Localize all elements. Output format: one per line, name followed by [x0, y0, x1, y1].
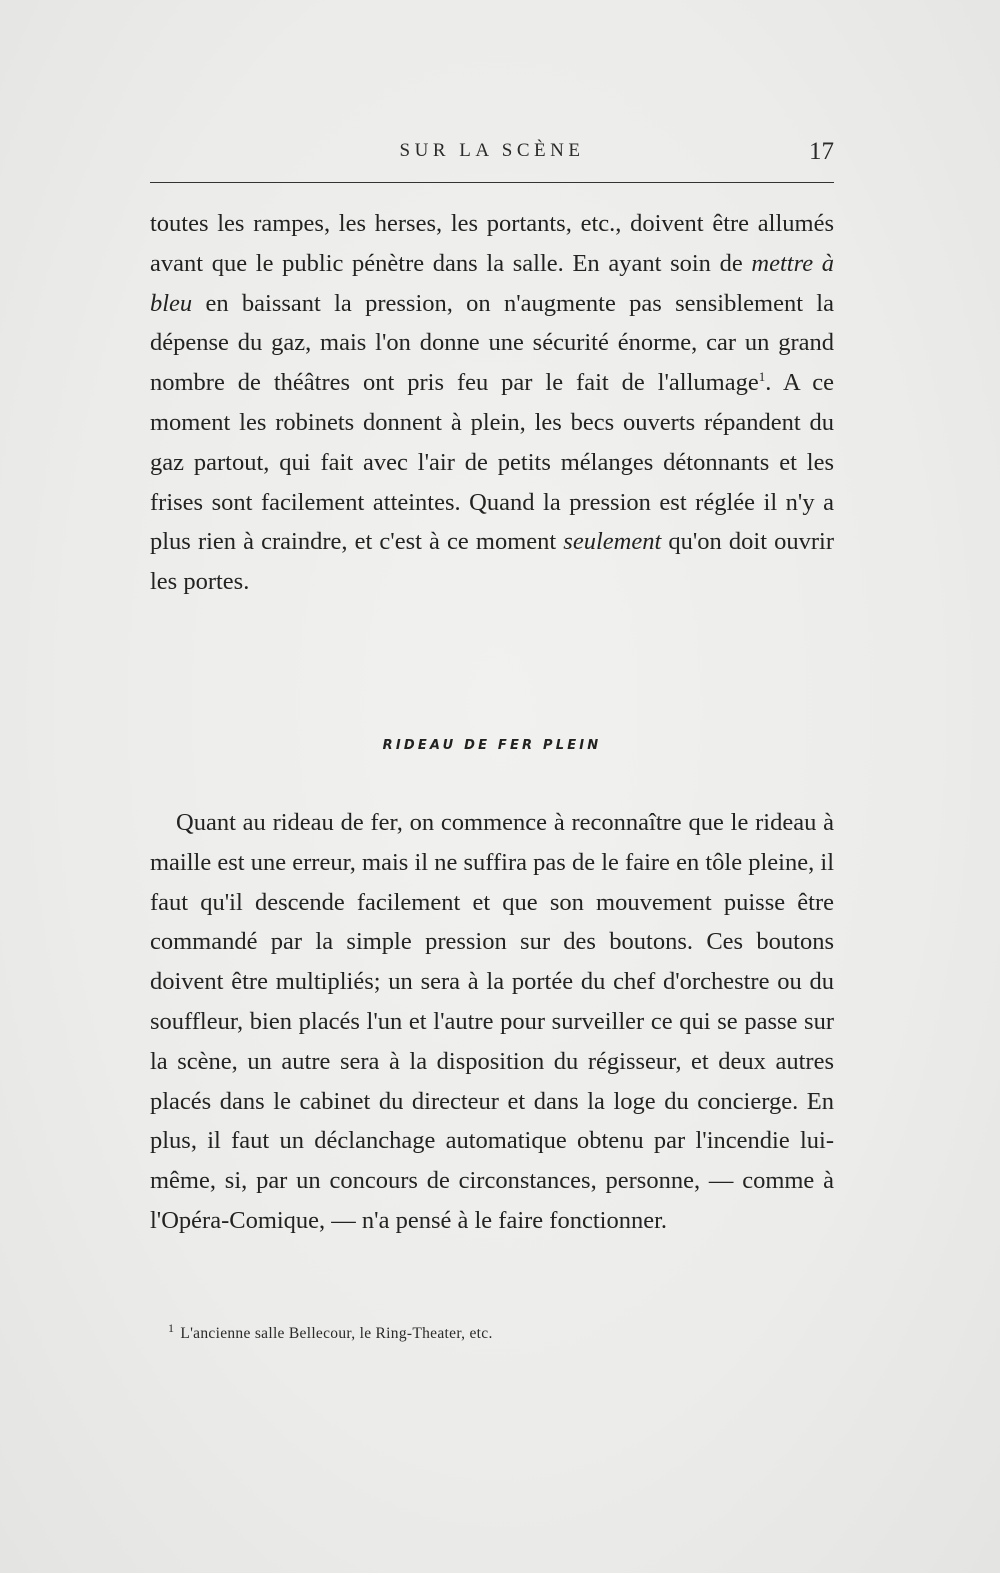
paragraph-1-italic-a: mettre à bleu	[150, 249, 834, 317]
footnote-reference[interactable]: 1	[758, 369, 766, 385]
paragraph-1	[150, 204, 834, 602]
footnote-mark: 1	[168, 1320, 175, 1335]
paragraph-1-text-a: toutes les rampes, les herses, les portants, etc., doivent être allumés avant que le public pénètre dans la salle. En ayant soin de	[150, 210, 834, 277]
footnote-text: L'ancienne salle Bellecour, le Ring-Theater, etc.	[180, 1325, 493, 1342]
paragraph-2: Quant au rideau de fer, on commence à reconnaître que le rideau à maille est une erreur, mais il ne suffira pas de le faire en tôle pleine, il faut qu'il descende facilement et que son mouvement puisse être commandé par la simple pression sur des boutons. Ces boutons doivent être multipliés; un sera à la portée du chef d'orchestre ou du souffleur, bien placés l'un et l'autre pour surveiller ce qui se passe sur la scène, un autre sera à la disposition du régisseur, et deux autres placés dans le cabinet du directeur et dans la loge du concierge. En plus, il faut un déclanchage automatique obtenu par l'incendie lui-même, si, par un concours de circonstances, personne, — comme à l'Opéra-Comique, — n'a pensé à le faire fonctionner.	[150, 809, 834, 1234]
running-head	[150, 140, 834, 170]
paragraph-1-italic-b: seulement	[563, 528, 662, 556]
section-heading: RIDEAU DE FER PLEIN	[382, 738, 602, 753]
running-title: SUR LA SCÈNE	[399, 140, 585, 161]
page-number: 17	[809, 138, 834, 165]
paragraph-1-text-b: en baissant la pression, on n'augmente pas sensiblement la dépense du gaz, mais l'on donne une sécurité énorme, car un grand nombre de théâtres ont pris feu par le fait de l'allumage	[150, 289, 834, 397]
paragraph-1-text-c: . A ce moment les robinets donnent à plein, les becs ouverts répandent du gaz partout, qui fait avec l'air de petits mélanges détonnants et les frises sont facilement atteintes. Quand la pression est réglée il n'y a plus rien à craindre, et c'est à ce moment	[150, 369, 834, 556]
header-rule	[150, 182, 834, 183]
paragraph-1-text-d: qu'on doit ouvrir les portes.	[150, 528, 835, 596]
footnote	[168, 1320, 828, 1343]
